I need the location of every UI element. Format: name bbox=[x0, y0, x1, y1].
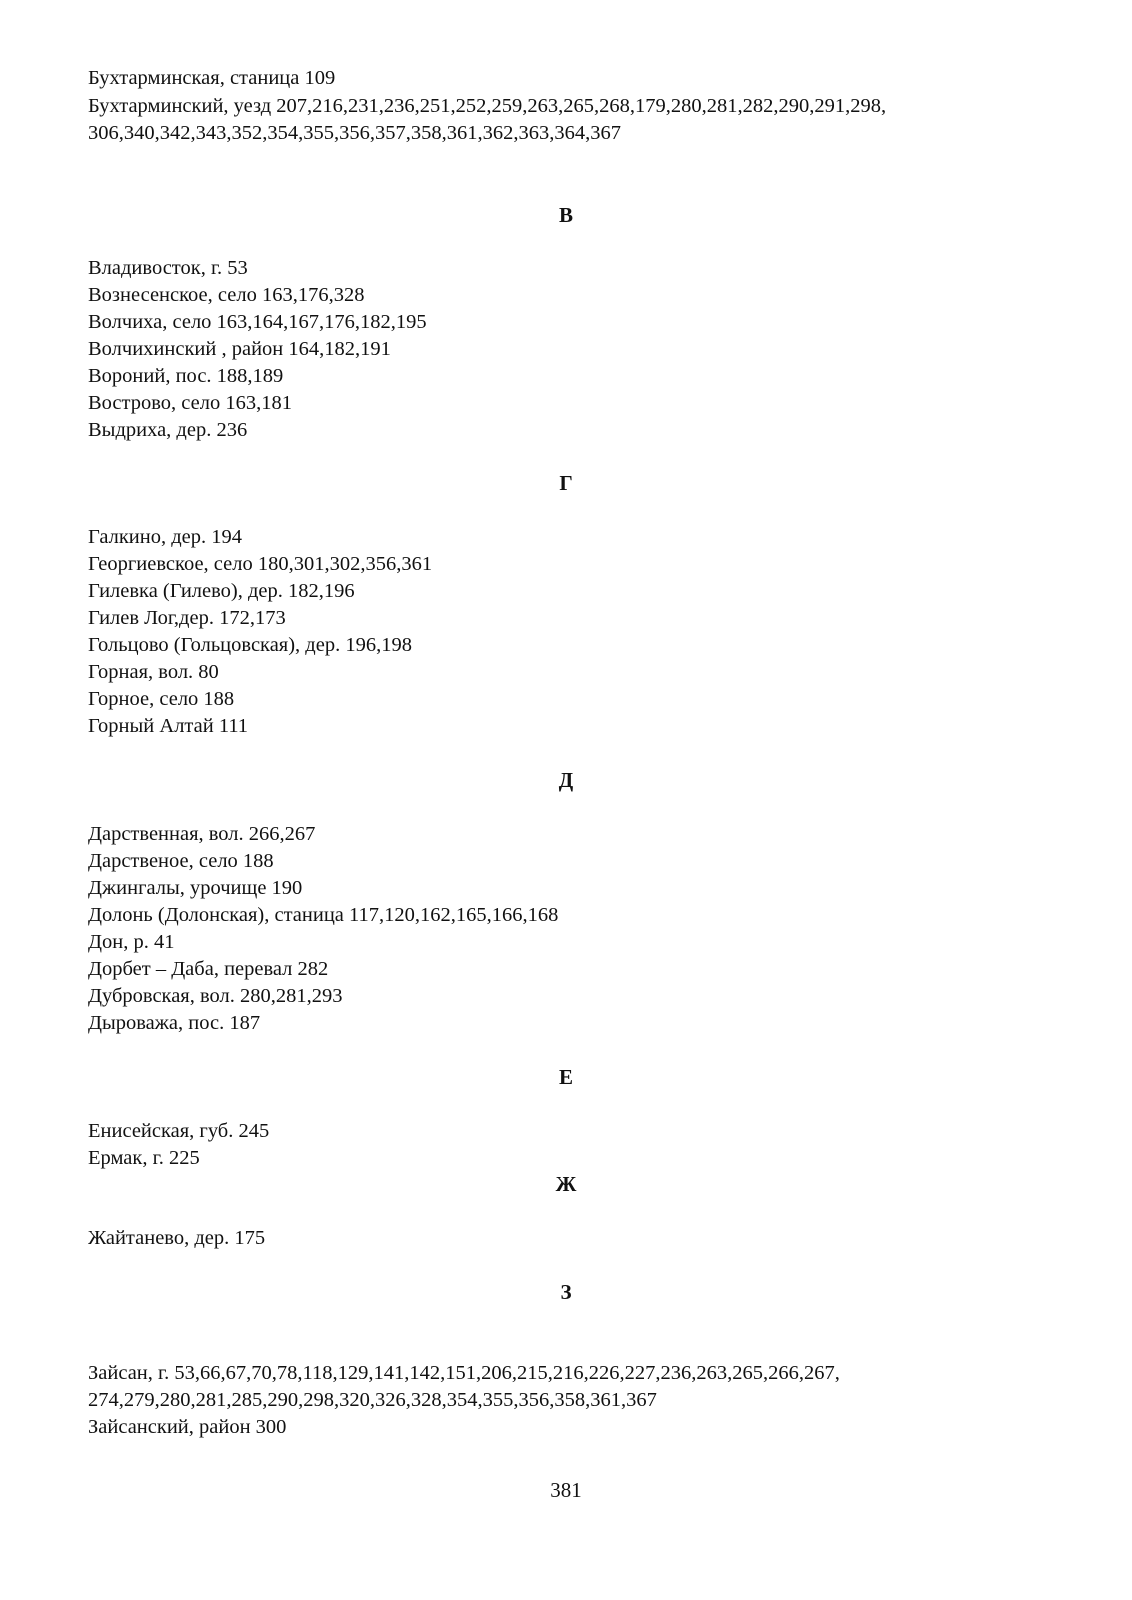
index-entry: Горный Алтай 111 bbox=[88, 715, 249, 737]
index-entry: Зайсан, г. 53,66,67,70,78,118,129,141,142,151,206,215,216,226,227,236,263,265,266,267, bbox=[88, 1362, 840, 1384]
index-entry: Волчиха, село 163,164,167,176,182,195 bbox=[88, 311, 427, 333]
index-entry: Вострово, село 163,181 bbox=[88, 392, 292, 414]
index-entry: Дорбет – Даба, перевал 282 bbox=[88, 958, 329, 980]
index-entry: Дон, р. 41 bbox=[88, 931, 175, 953]
index-entry: Владивосток, г. 53 bbox=[88, 257, 248, 279]
index-entry: Дубровская, вол. 280,281,293 bbox=[88, 985, 343, 1007]
index-entry: Гольцово (Гольцовская), дер. 196,198 bbox=[88, 634, 412, 656]
index-entry: Волчихинский , район 164,182,191 bbox=[88, 338, 391, 360]
index-entry: Енисейская, губ. 245 bbox=[88, 1120, 270, 1142]
index-entry: Бухтарминский, уезд 207,216,231,236,251,252,259,263,265,268,179,280,281,282,290,291,298, bbox=[88, 95, 887, 117]
index-entry: 306,340,342,343,352,354,355,356,357,358,361,362,363,364,367 bbox=[88, 122, 621, 144]
index-entry: Бухтарминская, станица 109 bbox=[88, 67, 336, 89]
index-entry: Зайсанский, район 300 bbox=[88, 1416, 287, 1438]
letter-heading: Ж bbox=[555, 1172, 577, 1196]
page-number: 381 bbox=[550, 1478, 582, 1502]
index-entry: Ермак, г. 225 bbox=[88, 1147, 200, 1169]
letter-heading: Е bbox=[558, 1065, 573, 1089]
index-entry: Жайтанево, дер. 175 bbox=[88, 1227, 266, 1249]
index-entry: Вознесенское, село 163,176,328 bbox=[88, 284, 365, 306]
index-entry: Выдриха, дер. 236 bbox=[88, 419, 248, 441]
index-entry: Джингалы, урочище 190 bbox=[88, 877, 303, 899]
index-entry: Горное, село 188 bbox=[88, 688, 235, 710]
index-entry: Дыроважа, пос. 187 bbox=[88, 1012, 261, 1034]
index-entry: Дарственое, село 188 bbox=[88, 850, 274, 872]
index-entry: Дарственная, вол. 266,267 bbox=[88, 823, 316, 845]
letter-heading: З bbox=[560, 1280, 572, 1304]
index-entry: Горная, вол. 80 bbox=[88, 661, 219, 683]
index-entry: 274,279,280,281,285,290,298,320,326,328,354,355,356,358,361,367 bbox=[88, 1389, 657, 1411]
letter-heading: Д bbox=[558, 768, 574, 792]
letter-heading: Г bbox=[559, 471, 573, 495]
index-entry: Гилевка (Гилево), дер. 182,196 bbox=[88, 580, 355, 602]
letter-heading: В bbox=[558, 203, 573, 227]
index-entry: Долонь (Долонская), станица 117,120,162,165,166,168 bbox=[88, 904, 559, 926]
index-entry: Георгиевское, село 180,301,302,356,361 bbox=[88, 553, 433, 575]
index-entry: Гилев Лог,дер. 172,173 bbox=[88, 607, 286, 629]
index-entry: Галкино, дер. 194 bbox=[88, 526, 243, 548]
index-entry: Вороний, пос. 188,189 bbox=[88, 365, 284, 387]
